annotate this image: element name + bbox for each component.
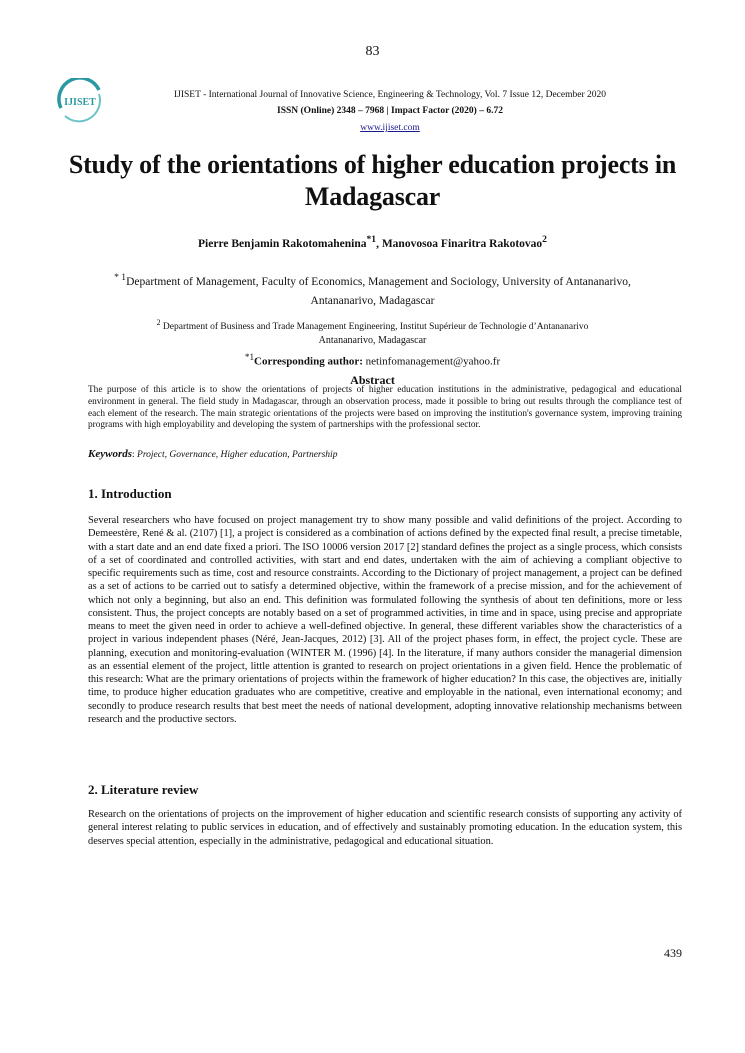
bottom-page-number: 439 [664, 946, 682, 960]
corresponding-label: Corresponding author: [254, 355, 363, 368]
website-line [120, 121, 660, 135]
affiliation-2-line-1 [60, 318, 685, 332]
author-1: Pierre Benjamin Rakotomahenina [198, 237, 367, 250]
affiliation-2-mark: 2 [156, 318, 161, 327]
corresponding-email[interactable]: netinfomanagement@yahoo.fr [362, 355, 501, 368]
affiliation-2-line-2: Antananarivo, Madagascar [318, 335, 427, 346]
journal-logo-icon [55, 78, 105, 124]
affiliation-1-line-2: Antananarivo, Madagascar [310, 295, 435, 307]
author-separator: , [376, 237, 382, 250]
journal-logo-text: IJISET [64, 97, 96, 108]
website-link[interactable]: www.ijiset.com [360, 123, 420, 133]
affiliation-2-text: Department of Business and Trade Management Engineering, Institut Supérieur de Technologie d’Antananarivo [162, 322, 589, 333]
affiliation-1-text: Department of Management, Faculty of Economics, Management and Sociology, University of Antananarivo, [126, 275, 631, 288]
keywords-label: Keywords [88, 448, 132, 460]
affiliation-1-line-1 [60, 272, 685, 288]
affiliation-1-mark: * 1 [114, 272, 127, 283]
keywords-line [88, 448, 337, 460]
section-text-introduction: Several researchers who have focused on project management try to show many possible and valid definitions of the project. According to Demeestère, René & al. (2107) [1], a project is considered as a combination of actions defined by the expected final result, a precise timetable, with a start date and an end date fixed a priori. The ISO 10006 version 2017 [2] standard defines the project as a single process, which consists of a set of coordinated and controlled activities, with start and end dates, undertaken with the aim of achieving a compliant objective to specific requirements such as time, cost and resource constraints. According to the Dictionary of project management, a project can be defined as a set of actions to be carried out to satisfy a determined objective, within the framework of a precise mission, and for the achievement of which not only a beginning, but also an end. This definition was formulated following the synthesis of about ten definitions, more or less consistent. Thus, the project concepts are notably based on a set of programmed activities, in time and in space, using precise and appropriate means to meet the given need in order to achieve a well-defined objective. In general, these different variables show the characteristics of a project in various independent phases (Néré, Jean-Jacques, 2012) [3]. All of the project phases form, in effect, the project cycle. These are planning, execution and monitoring-evaluation (WINTER M. (1996) [4]. In the literature, if many authors consider the managerial dimension as an essential element of the project, little attention is granted to research on project orientations in a given field. Hence the problematic of this research: What are the primary orientations of projects within the framework of higher education? In this case, the objectives are, initially time, to produce higher education graduates who are competitive, creative and employable in the national, even international economy; and secondly to produce research results that best meet the needs of national development, adopting innovative relationship mechanisms between research and the productive sectors. [88, 515, 682, 725]
journal-line: IJISET - International Journal of Innovative Science, Engineering & Technology, Vol. 7 Issue 12, December 2020 [173, 90, 606, 100]
section-heading-literature-review: 2. Literature review [88, 782, 199, 797]
author-1-mark: *1 [366, 234, 377, 245]
abstract-text: The purpose of this article is to show the orientations of projects of higher education institutions in the administrative, pedagogical and educational environment in general. The field study in Madagascar, through an observation process, made it possible to bring out results through the compliance test of each element of the research. The main strategic orientations of the projects were based on improving the institution's governance system, improving training programs with high employability and developing the system of partnerships with the professional sector. [88, 385, 682, 431]
author-2: Manovosoa Finaritra Rakotovao [381, 237, 543, 250]
top-page-number: 83 [365, 44, 380, 59]
corresponding-mark: *1 [244, 352, 255, 362]
journal-logo [55, 78, 105, 124]
section-text-literature-review: Research on the orientations of projects on the improvement of higher education and scientific research consists of supporting any activity of general interest relating to public services in education, and of effectively and sustainably promoting education. In the education system, this deserves special attention, especially in the administrative, pedagogical and educational situation. [88, 809, 682, 847]
issn-line: ISSN (Online) 2348 – 7968 | Impact Factor (2020) – 6.72 [277, 106, 503, 116]
author-2-mark: 2 [542, 234, 547, 245]
keywords-value: Project, Governance, Higher education, Partnership [137, 450, 338, 460]
corresponding-author [60, 352, 685, 368]
author-list [60, 234, 685, 250]
paper-title: Study of the orientations of higher education projects in Madagascar [68, 150, 677, 211]
abstract-heading: Abstract [350, 373, 395, 387]
section-heading-introduction: 1. Introduction [88, 486, 172, 501]
keywords-colon: : [132, 450, 138, 460]
